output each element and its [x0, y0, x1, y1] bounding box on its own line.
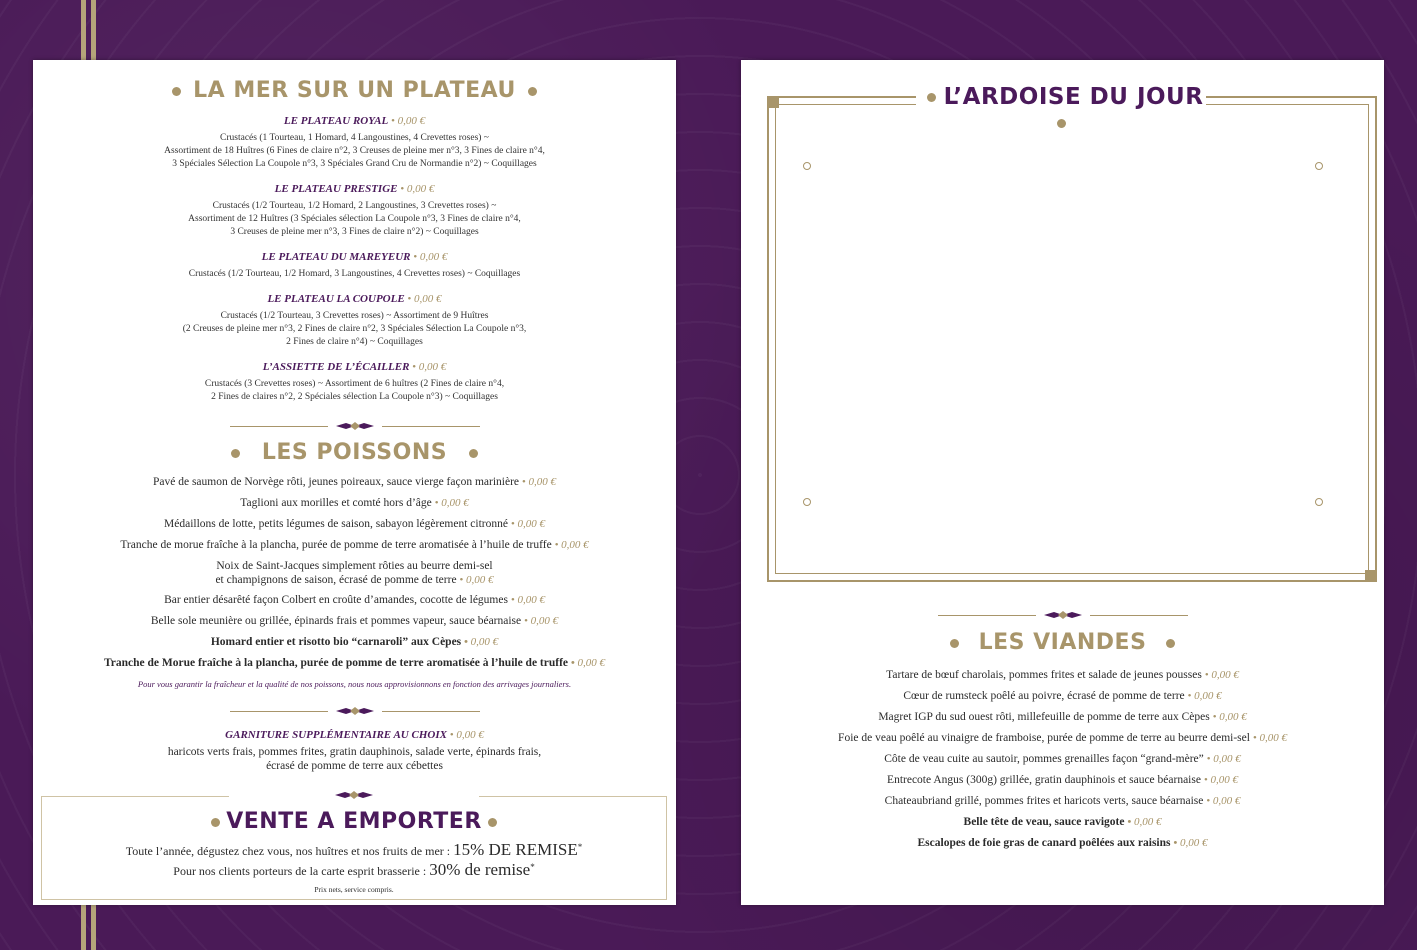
bullet-icon [211, 818, 220, 827]
vente-discount: 30% de remise [429, 860, 531, 879]
dish-item: Médaillons de lotte, petits légumes de saison, sabayon légèrement citronné • 0,00 € [164, 518, 545, 530]
plateau-price: 0,00 € [406, 183, 435, 195]
plateau-item: LE PLATEAU ROYAL • 0,00 € Crustacés (1 Tourteau, 1 Homard, 4 Langoustines, 4 Crevettes roses) ~ Assortiment de 18 Huîtres (6 Fines de claire n°2, 3 Creuses de pleine mer n°3, 3 Fines de claire n°4, 3 Spéciales Sélection La Coupole n°3, 3 Spéciales Grand Cru de Normandie n°2) ~ Coquillages [33, 111, 676, 171]
poissons-title-text: LES POISSONS [261, 440, 448, 465]
dish-name: Entrecote Angus (300g) grillée, gratin dauphinois et sauce béarnaise [887, 774, 1201, 786]
dish-item: Tartare de bœuf charolais, pommes frites et salade de jeunes pousses • 0,00 € [886, 669, 1239, 681]
dish-price: 0,00 € [1133, 816, 1162, 828]
poissons-list [33, 475, 676, 671]
dish-price: 0,00 € [1212, 795, 1241, 807]
plateau-description [33, 268, 676, 281]
dish-name: Chateaubriand grillé, pommes frites et haricots verts, sauce béarnaise [884, 795, 1204, 807]
dish-item: Tranche de morue fraîche à la plancha, purée de pomme de terre aromatisée à l’huile de truffe • 0,00 € [120, 539, 589, 551]
bullet-icon [950, 639, 959, 648]
dish-name: Tartare de bœuf charolais, pommes frites et salade de jeunes pousses [886, 669, 1202, 681]
vente-line-text: Toute l’année, dégustez chez vous, nos huîtres et nos fruits de mer : [125, 844, 454, 858]
dish-name: Tranche de Morue fraîche à la plancha, purée de pomme de terre aromatisée à l’huile de truffe [103, 657, 569, 669]
gold-stripe [81, 904, 86, 950]
plateau-desc-line: Crustacés (1/2 Tourteau, 1/2 Homard, 2 Langoustines, 3 Crevettes roses) ~ [212, 201, 497, 211]
ornament-divider [229, 789, 479, 801]
dish-item: Cœur de rumsteck poêlé au poivre, écrasé de pomme de terre • 0,00 € [903, 690, 1222, 702]
dish-name: Noix de Saint-Jacques simplement rôties au beurre demi-sel [216, 560, 493, 572]
poissons-note: Pour vous garantir la fraîcheur et la qualité de nos poissons, nous nous approvisionnons en fonction des arrivages journaliers. [137, 679, 572, 689]
plateau-name: LE PLATEAU DU MAREYEUR [261, 251, 411, 263]
dish-item: Tranche de Morue fraîche à la plancha, purée de pomme de terre aromatisée à l’huile de truffe • 0,00 € [103, 657, 606, 669]
dish-price: 0,00 € [1210, 774, 1238, 786]
plateau-desc-line: Crustacés (1/2 Tourteau, 3 Crevettes roses) ~ Assortiment de 9 Huîtres [220, 311, 489, 321]
plateau-title-text: LA MER SUR UN PLATEAU [193, 78, 516, 103]
ardoise-frame [767, 96, 1377, 582]
dish-item: Chateaubriand grillé, pommes frites et haricots verts, sauce béarnaise • 0,00 € [884, 795, 1241, 807]
dish-name-line2: et champignons de saison, écrasé de pomme de terre [215, 574, 457, 586]
asterisk: * [577, 842, 583, 852]
bullet-icon [172, 87, 181, 96]
plateau-price: 0,00 € [397, 115, 426, 127]
dish-item: Escalopes de foie gras de canard poêlées aux raisins • 0,00 € [917, 837, 1208, 849]
right-menu-page [741, 60, 1384, 905]
dish-price: 0,00 € [1211, 669, 1239, 681]
dish-item: Belle sole meunière ou grillée, épinards frais et pommes vapeur, sauce béarnaise • 0,00 € [150, 615, 559, 627]
vente-title [42, 809, 666, 834]
dish-item: Bar entier désarêté façon Colbert en croûte d’amandes, cocotte de légumes • 0,00 € [164, 594, 545, 606]
left-menu-page [33, 60, 676, 905]
dish-name: Tranche de morue fraîche à la plancha, purée de pomme de terre aromatisée à l’huile de truffe [120, 539, 552, 551]
poissons-section-title [33, 440, 676, 465]
asterisk: * [530, 862, 535, 872]
plateau-desc-line: Crustacés (3 Crevettes roses) ~ Assortiment de 6 huîtres (2 Fines de claire n°4, [204, 379, 505, 389]
dish-name: Foie de veau poêlé au vinaigre de framboise, purée de pomme de terre au beurre demi-sel [838, 732, 1250, 744]
dish-price: 0,00 € [577, 657, 606, 669]
ardoise-title [916, 84, 1206, 136]
plateau-name: LE PLATEAU PRESTIGE [274, 183, 398, 195]
vente-line-text: Pour nos clients porteurs de la carte esprit brasserie : [173, 864, 430, 878]
dish-name: Belle sole meunière ou grillée, épinards frais et pommes vapeur, sauce béarnaise [150, 615, 522, 627]
plateau-desc-line: 2 Fines de claire n°4) ~ Coquillages [286, 337, 423, 347]
plateau-item: LE PLATEAU DU MAREYEUR • 0,00 € Crustacés (1/2 Tourteau, 1/2 Homard, 3 Langoustines, 4 Crevettes roses) ~ Coquillages [33, 247, 676, 281]
dish-name: Homard entier et risotto bio “carnaroli” aux Cèpes [210, 636, 462, 648]
dish-name: Taglioni aux morilles et comté hors d’âge [240, 497, 432, 509]
plateau-item: LE PLATEAU LA COUPOLE • 0,00 € Crustacés (1/2 Tourteau, 3 Crevettes roses) ~ Assortiment de 9 Huîtres (2 Creuses de pleine mer n°3, 2 Fines de claire n°2, 3 Spéciales Sélection La Coupole n°3, 2 Fines de claire n°4) ~ Coquillages [33, 289, 676, 349]
dish-item: Entrecote Angus (300g) grillée, gratin dauphinois et sauce béarnaise • 0,00 € [887, 774, 1238, 786]
dish-name: Escalopes de foie gras de canard poêlées aux raisins [917, 837, 1171, 849]
plateau-desc-line: Crustacés (1 Tourteau, 1 Homard, 4 Langoustines, 4 Crevettes roses) ~ [220, 133, 489, 143]
corner-ornament [767, 96, 779, 108]
dish-price: 0,00 € [528, 476, 557, 488]
dish-price: 0,00 € [1219, 711, 1247, 723]
dish-price: 0,00 € [530, 615, 559, 627]
dish-price: 0,00 € [517, 518, 545, 530]
plateau-price: 0,00 € [414, 293, 442, 305]
bullet-icon [488, 818, 497, 827]
pin-circle [803, 162, 811, 170]
plateau-list [33, 111, 676, 404]
plateau-description [33, 378, 676, 404]
dish-price: 0,00 € [561, 539, 589, 551]
plateau-desc-line: 3 Spéciales Sélection La Coupole n°3, 3 Spéciales Grand Cru de Normandie n°2) ~ Coquillages [172, 159, 537, 169]
vente-line [42, 840, 666, 860]
garniture-title: GARNITURE SUPPLÉMENTAIRE AU CHOIX [225, 729, 447, 741]
bullet-icon [927, 93, 936, 102]
dish-item: Taglioni aux morilles et comté hors d’âge • 0,00 € [240, 497, 469, 509]
bullet-icon [1057, 119, 1066, 128]
dish-price: 0,00 € [470, 636, 499, 648]
dish-price: 0,00 € [466, 574, 494, 586]
dish-price: 0,00 € [1194, 690, 1222, 702]
plateau-desc-line: Crustacés (1/2 Tourteau, 1/2 Homard, 3 Langoustines, 4 Crevettes roses) ~ Coquillages [188, 269, 521, 279]
plateau-description [33, 310, 676, 349]
dish-item: Magret IGP du sud ouest rôti, millefeuille de pomme de terre aux Cèpes • 0,00 € [878, 711, 1247, 723]
dish-item: Homard entier et risotto bio “carnaroli” aux Cèpes • 0,00 € [210, 636, 499, 648]
dish-name: Cœur de rumsteck poêlé au poivre, écrasé de pomme de terre [903, 690, 1185, 702]
vente-title-text: VENTE A EMPORTER [226, 809, 482, 834]
dish-price: 0,00 € [1179, 837, 1208, 849]
gold-stripe [91, 0, 96, 62]
dish-price: 0,00 € [1259, 732, 1287, 744]
plateau-desc-line: 3 Creuses de pleine mer n°3, 3 Fines de claire n°2) ~ Coquillages [230, 227, 479, 237]
ardoise-title-text: L’ARDOISE DU JOUR [943, 84, 1204, 110]
pin-circle [1315, 498, 1323, 506]
dish-price: 0,00 € [1213, 753, 1241, 765]
plateau-name: LE PLATEAU ROYAL [283, 115, 389, 127]
pin-circle [803, 498, 811, 506]
corner-ornament [1365, 570, 1377, 582]
plateau-desc-line: Assortiment de 18 Huîtres (6 Fines de claire n°2, 3 Creuses de pleine mer n°3, 3 Fines de claire n°4, [164, 146, 545, 156]
plateau-section-title [33, 78, 676, 103]
pin-circle [1315, 162, 1323, 170]
plateau-price: 0,00 € [418, 361, 447, 373]
dish-item: Belle tête de veau, sauce ravigote • 0,00 € [963, 816, 1162, 828]
garniture-line: haricots verts frais, pommes frites, gratin dauphinois, salade verte, épinards frais, [167, 746, 542, 758]
dish-item: Noix de Saint-Jacques simplement rôties au beurre demi-sel et champignons de saison, écrasé de pomme de terre • 0,00 € [33, 559, 676, 587]
garniture-block: GARNITURE SUPPLÉMENTAIRE AU CHOIX • 0,00 € haricots verts frais, pommes frites, gratin dauphinois, salade verte, épinards frais, écrasé de pomme de terre aux cébettes [33, 725, 676, 773]
bullet-icon [1166, 639, 1175, 648]
plateau-price: 0,00 € [419, 251, 448, 263]
dish-name: Bar entier désarêté façon Colbert en croûte d’amandes, cocotte de légumes [164, 594, 508, 606]
plateau-desc-line: (2 Creuses de pleine mer n°3, 2 Fines de claire n°2, 3 Spéciales Sélection La Coupole n°3, [182, 324, 527, 334]
ornament-divider [938, 609, 1188, 621]
viandes-title-text: LES VIANDES [978, 630, 1147, 655]
viandes-list [741, 668, 1384, 857]
garniture-price: 0,00 € [456, 729, 484, 741]
dish-name: Belle tête de veau, sauce ravigote [963, 816, 1125, 828]
dish-item: Côte de veau cuite au sautoir, pommes grenailles façon “grand-mère” • 0,00 € [884, 753, 1241, 765]
dish-price: 0,00 € [441, 497, 469, 509]
ardoise-board [775, 104, 1369, 574]
dish-name: Côte de veau cuite au sautoir, pommes grenailles façon “grand-mère” [884, 753, 1204, 765]
dish-name: Médaillons de lotte, petits légumes de saison, sabayon légèrement citronné [164, 518, 508, 530]
garniture-line: écrasé de pomme de terre aux cébettes [266, 760, 443, 772]
dish-price: 0,00 € [517, 594, 545, 606]
vente-line [42, 860, 666, 880]
vente-discount: 15% DE REMISE [453, 840, 578, 859]
gold-stripe [91, 904, 96, 950]
gold-stripe [81, 0, 86, 62]
plateau-desc-line: Assortiment de 12 Huîtres (3 Spéciales sélection La Coupole n°3, 3 Fines de claire n°4, [188, 214, 521, 224]
ornament-divider [230, 705, 480, 717]
plateau-item: LE PLATEAU PRESTIGE • 0,00 € Crustacés (1/2 Tourteau, 1/2 Homard, 2 Langoustines, 3 Crevettes roses) ~ Assortiment de 12 Huîtres (3 Spéciales sélection La Coupole n°3, 3 Fines de claire n°4, 3 Creuses de pleine mer n°3, 3 Fines de claire n°2) ~ Coquillages [33, 179, 676, 239]
plateau-description [33, 132, 676, 171]
plateau-item: L’ASSIETTE DE L’ÉCAILLER • 0,00 € Crustacés (3 Crevettes roses) ~ Assortiment de 6 huîtres (2 Fines de claire n°4, 2 Fines de claires n°2, 2 Spéciales sélection La Coupole n°3) ~ Coquillages [33, 357, 676, 404]
vente-emporter-box [41, 796, 667, 900]
plateau-desc-line: 2 Fines de claires n°2, 2 Spéciales sélection La Coupole n°3) ~ Coquillages [211, 392, 498, 402]
bullet-icon [231, 449, 240, 458]
ornament-divider [230, 420, 480, 432]
bullet-icon [469, 449, 478, 458]
plateau-name: L’ASSIETTE DE L’ÉCAILLER [262, 361, 410, 373]
dish-item: Foie de veau poêlé au vinaigre de framboise, purée de pomme de terre au beurre demi-sel • 0,00 € [838, 732, 1287, 744]
plateau-name: LE PLATEAU LA COUPOLE [267, 293, 405, 305]
viandes-section-title [741, 630, 1384, 655]
dish-item: Pavé de saumon de Norvège rôti, jeunes poireaux, sauce vierge façon marinière • 0,00 € [152, 476, 557, 488]
vente-fine-print: Prix nets, service compris. [314, 885, 394, 894]
dish-name: Pavé de saumon de Norvège rôti, jeunes poireaux, sauce vierge façon marinière [152, 476, 520, 488]
dish-name: Magret IGP du sud ouest rôti, millefeuille de pomme de terre aux Cèpes [878, 711, 1210, 723]
bullet-icon [528, 87, 537, 96]
plateau-description [33, 200, 676, 239]
garniture-options [33, 745, 676, 773]
